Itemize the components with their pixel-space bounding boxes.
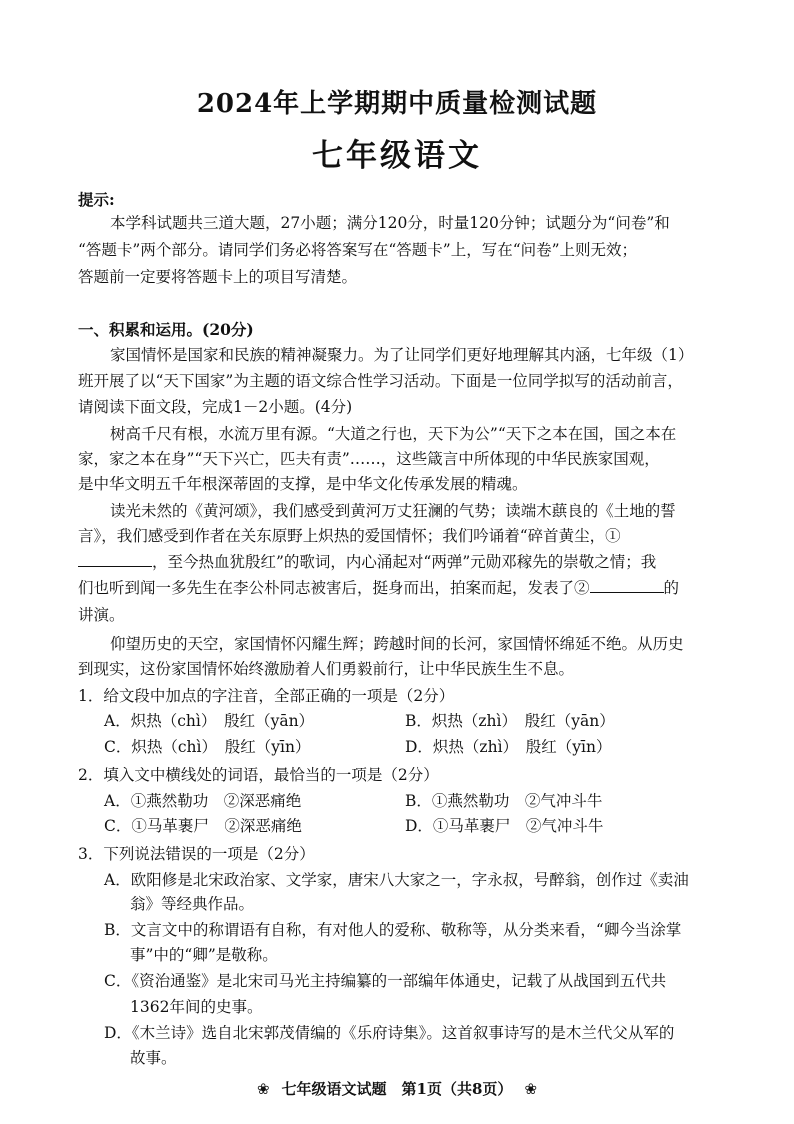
q3-option-c: C．《资治通鉴》是北宋司马光主持编纂的一部编年体通史，记载了从战国到五代共 [104,972,667,990]
passage-line: 到现实，这份家国情怀始终激励着人们勇毅前行，让中华民族生生不息。 [78,660,575,678]
tips-line: 本学科试题共三道大题，27小题；满分120分，时量120分钟；试题分为“问卷”和 [110,214,670,232]
q3-option-c-cont: 1362年间的史事。 [130,998,263,1016]
answer-blank-2 [590,578,664,593]
passage-line: 读光未然的《黄河颂》，我们感受到黄河万丈狂澜的气势；读端木蕻良的《土地的誓 [110,502,676,520]
q2-option-b: B．①燕然勒功 ②气冲斗牛 [405,792,603,810]
q3-option-d: D．《木兰诗》选自北宋郭茂倩编的《乐府诗集》。这首叙事诗写的是木兰代父从军的 [104,1024,675,1042]
question-1-stem: 1．给文段中加点的字注音，全部正确的一项是（2分） [78,687,455,705]
intro-line: 班开展了以“天下国家”为主题的语文综合性学习活动。下面是一位同学拟写的活动前言， [78,372,683,390]
footer-text: 七年级语文试题 第1页（共8页） [281,1080,513,1098]
intro-line: 请阅读下面文段，完成1－2小题。(4分) [78,398,353,416]
q3-option-a: A．欧阳修是北宋政治家、文学家，唐宋八大家之一，字永叔，号醉翁，创作过《卖油 [104,871,689,889]
question-2-stem: 2．填入文中横线处的词语，最恰当的一项是（2分） [78,766,439,784]
q2-option-d: D．①马革裹尸 ②气冲斗牛 [405,817,604,835]
question-3-stem: 3．下列说法错误的一项是（2分） [78,845,315,863]
passage-line: 树高千尺有根，水流万里有源。“大道之行也，天下为公”“天下之本在国，国之本在 [110,425,677,443]
tips-line: “答题卡”两个部分。请同学们务必将答案写在“答题卡”上，写在“问卷”上则无效； [78,241,638,259]
answer-blank-1 [78,552,152,567]
q1-option-b: B．炽热（zhì） 殷红（yān） [405,712,615,730]
intro-line: 家国情怀是国家和民族的精神凝聚力。为了让同学们更好地理解其内涵，七年级（1） [110,346,694,364]
passage-line: 家，家之本在身”“天下兴亡，匹夫有责”……，这些箴言中所体现的中华民族家国观， [78,450,660,468]
q3-option-b: B．文言文中的称谓语有自称，有对他人的爱称、敬称等，从分类来看，“卿今当涂掌 [104,921,682,939]
exam-title: 2024年上学期期中质量检测试题 [196,89,598,119]
passage-line-blank2: 们也听到闻一多先生在李公朴同志被害后，挺身而出，拍案而起，发表了② 的 [78,579,680,597]
q1-option-c: C．炽热（chì） 殷红（yīn） [104,738,311,756]
passage-line: 讲演。 [78,606,125,624]
q2-option-c: C．①马革裹尸 ②深恶痛绝 [104,817,302,835]
section-heading: 一、积累和运用。(20分) [78,320,254,339]
flower-ornament-icon: ❀ [524,1080,538,1098]
exam-subtitle: 七年级语文 [312,138,482,174]
page-footer [0,1078,794,1099]
q3-option-a-cont: 翁》等经典作品。 [130,895,255,913]
q2-option-a: A．①燕然勒功 ②深恶痛绝 [104,792,302,810]
q1-option-d: D．炽热（zhì） 殷红（yīn） [405,738,612,756]
tips-label: 提示: [78,190,115,209]
q3-option-d-cont: 故事。 [130,1049,177,1067]
passage-line: 仰望历史的天空，家国情怀闪耀生辉；跨越时间的长河，家国情怀绵延不绝。从历史 [110,635,684,653]
passage-line: 言》，我们感受到作者在关东原野上炽热的爱国情怀；我们吟诵着“碎首黄尘，① [78,527,621,545]
q3-option-b-cont: 事”中的“卿”是敬称。 [130,946,278,964]
flower-ornament-icon: ❀ [256,1080,270,1098]
passage-line-blank1: ，至今热血犹殷红”的歌词，内心涌起对“两弹”元勋邓稼先的崇敬之情；我 [78,550,738,572]
tips-line: 答题前一定要将答题卡上的项目写清楚。 [78,268,358,286]
passage-line: 是中华文明五千年根深蒂固的支撑，是中华文化传承发展的精魂。 [78,475,528,493]
q1-option-a: A．炽热（chì） 殷红（yān） [104,712,315,730]
